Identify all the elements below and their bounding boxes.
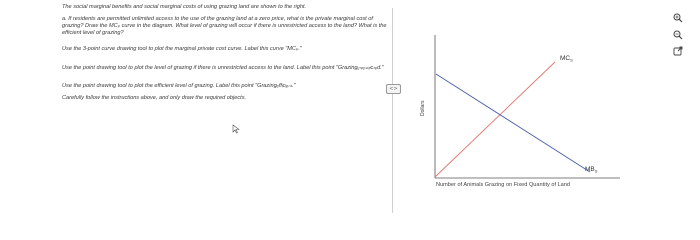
export-button[interactable] <box>672 45 684 57</box>
external-link-icon <box>673 46 683 56</box>
mbs-label <box>585 166 598 174</box>
mbs-label-sub: S <box>594 168 598 174</box>
question-intro: The social marginal benefits and social marginal costs of using grazing land are shown to the right. <box>62 4 307 10</box>
chart-x-axis-label: Number of Animals Grazing on Fixed Quantity of Land <box>436 182 571 188</box>
mcs-label <box>560 55 573 63</box>
instruction-grazing-unrestricted: Use the point drawing tool to plot the level of grazing if there is unrestricted access to the land. Label this point "Grazingᵤₙᵣₑₛₜᵣᵢcₜₑd." <box>62 65 384 71</box>
panel-collapse-button[interactable]: <> <box>386 84 401 94</box>
instruction-grazing-efficient: Use the point drawing tool to plot the efficient level of grazing. Label this point "Grazingₑffᵢcᵢₑₙₜ." <box>62 83 296 89</box>
chart-y-axis-label: Dollars <box>420 100 426 116</box>
mbs-label-main: MB <box>585 166 595 173</box>
mcs-label-sub: S <box>570 57 573 63</box>
mcs-curve <box>435 62 555 177</box>
mcs-label-main: MC <box>560 55 571 62</box>
mbs-curve <box>436 74 590 172</box>
question-part-a: a. If residents are permitted unlimited access to the use of the grazing land at a zero price, what is the private marginal cost of grazing? Draw the MCₚ curve in the diagram. What level of grazing will occur if there is unrestricted access to the land? What is the efficient level of grazing? <box>62 16 387 36</box>
magnifier-plus-icon <box>673 13 683 23</box>
instruction-mcp: Use the 3-point curve drawing tool to plot the marginal private cost curve. Label this curve "MCₚ." <box>62 46 302 52</box>
instruction-careful: Carefully follow the instructions above, and only draw the required objects. <box>62 95 247 101</box>
magnifier-minus-icon <box>673 30 683 40</box>
zoom-in-button[interactable] <box>672 12 684 24</box>
zoom-out-button[interactable] <box>672 29 684 41</box>
